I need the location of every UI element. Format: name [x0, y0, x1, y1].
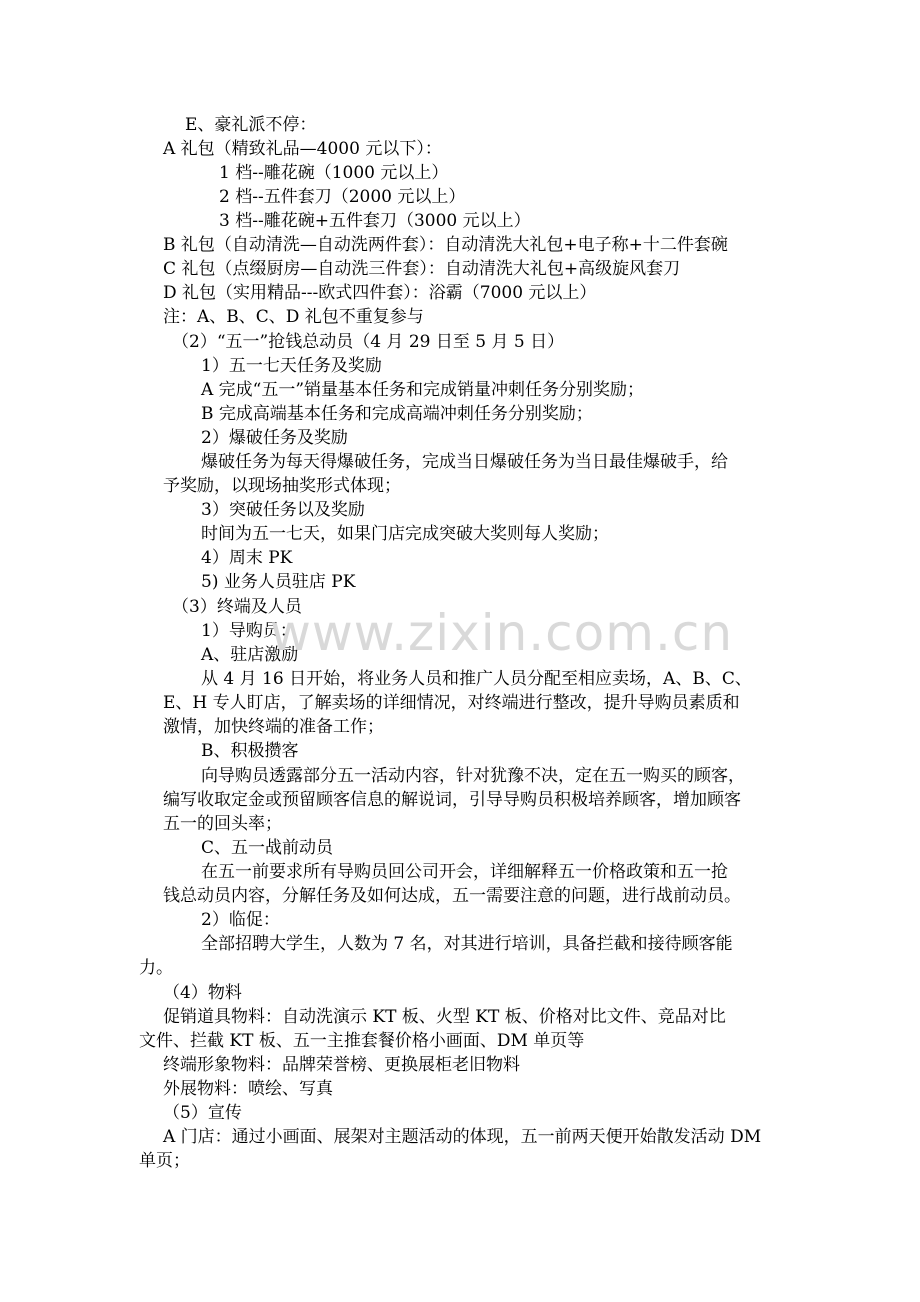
text-line: E、H 专人盯店，了解卖场的详细情况，对终端进行整改，提升导购员素质和: [163, 693, 740, 713]
text-line: 时间为五一七天，如果门店完成突破大奖则每人奖励；: [201, 524, 609, 544]
text-line: （3）终端及人员: [172, 597, 302, 617]
text-line: 力。: [139, 958, 173, 978]
text-line: 促销道具物料：自动洗演示 KT 板、火型 KT 板、价格对比文件、竞品对比: [163, 1007, 726, 1027]
text-line: 编写收取定金或预留顾客信息的解说词，引导导购员积极培养顾客，增加顾客: [163, 790, 741, 810]
text-line: 1）导购员：: [201, 621, 297, 641]
text-line: E、豪礼派不停：: [185, 115, 317, 135]
text-line: B 礼包（自动清洗—自动洗两件套）：自动清洗大礼包+电子称+十二件套碗: [163, 235, 728, 255]
text-line: 注：A、B、C、D 礼包不重复参与: [163, 307, 424, 327]
text-line: 钱总动员内容，分解任务及如何达成，五一需要注意的问题，进行战前动员。: [163, 886, 741, 906]
text-line: 从 4 月 16 日开始，将业务人员和推广人员分配至相应卖场，A、B、C、: [201, 669, 752, 689]
text-line: A 门店：通过小画面、展架对主题活动的体现，五一前两天便开始散发活动 DM: [163, 1127, 762, 1147]
watermark-text: www.zixin.com.cn: [270, 604, 734, 662]
text-line: 单页；: [139, 1151, 190, 1171]
text-line: 3）突破任务以及奖励: [201, 500, 365, 520]
text-line: D 礼包（实用精品---欧式四件套）：浴霸（7000 元以上）: [163, 283, 597, 303]
text-line: 外展物料：喷绘、写真: [163, 1079, 333, 1099]
text-line: A 礼包（精致礼品—4000 元以下）：: [163, 139, 442, 159]
text-line: 5) 业务人员驻店 PK: [201, 572, 356, 592]
text-line: 向导购员透露部分五一活动内容，针对犹豫不决，定在五一购买的顾客，: [201, 766, 745, 786]
text-line: 文件、拦截 KT 板、五一主推套餐价格小画面、DM 单页等: [139, 1031, 585, 1051]
text-line: 激情，加快终端的准备工作；: [163, 717, 384, 737]
text-line: B、积极攒客: [201, 741, 299, 761]
text-line: 2）临促：: [201, 910, 280, 930]
text-line: A、驻店激励: [201, 645, 299, 665]
text-line: （2）“五一”抢钱总动员（4 月 29 日至 5 月 5 日）: [172, 332, 565, 352]
text-line: A 完成“五一”销量基本任务和完成销量冲刺任务分别奖励；: [201, 380, 645, 400]
text-line: 1 档--雕花碗（1000 元以上）: [219, 163, 449, 183]
text-line: 爆破任务为每天得爆破任务，完成当日爆破任务为当日最佳爆破手，给: [201, 452, 728, 472]
text-line: 予奖励，以现场抽奖形式体现；: [163, 476, 401, 496]
text-line: B 完成高端基本任务和完成高端冲刺任务分别奖励；: [201, 404, 593, 424]
text-line: 在五一前要求所有导购员回公司开会，详细解释五一价格政策和五一抢: [201, 862, 728, 882]
text-line: 3 档--雕花碗+五件套刀（3000 元以上）: [219, 211, 531, 231]
text-line: 2 档--五件套刀（2000 元以上）: [219, 187, 466, 207]
text-line: 2）爆破任务及奖励: [201, 428, 348, 448]
text-line: 4）周末 PK: [201, 548, 293, 568]
text-line: 全部招聘大学生，人数为 7 名，对其进行培训，具备拦截和接待顾客能: [201, 934, 733, 954]
text-line: 1）五一七天任务及奖励: [201, 356, 382, 376]
text-line: C 礼包（点缀厨房—自动洗三件套）：自动清洗大礼包+高级旋风套刀: [163, 259, 681, 279]
text-line: （4）物料: [163, 983, 242, 1003]
text-line: （5）宣传: [163, 1103, 242, 1123]
text-line: C、五一战前动员: [201, 838, 334, 858]
text-line: 终端形象物料：品牌荣誉榜、更换展柜老旧物料: [163, 1055, 520, 1075]
text-line: 五一的回头率；: [163, 814, 282, 834]
